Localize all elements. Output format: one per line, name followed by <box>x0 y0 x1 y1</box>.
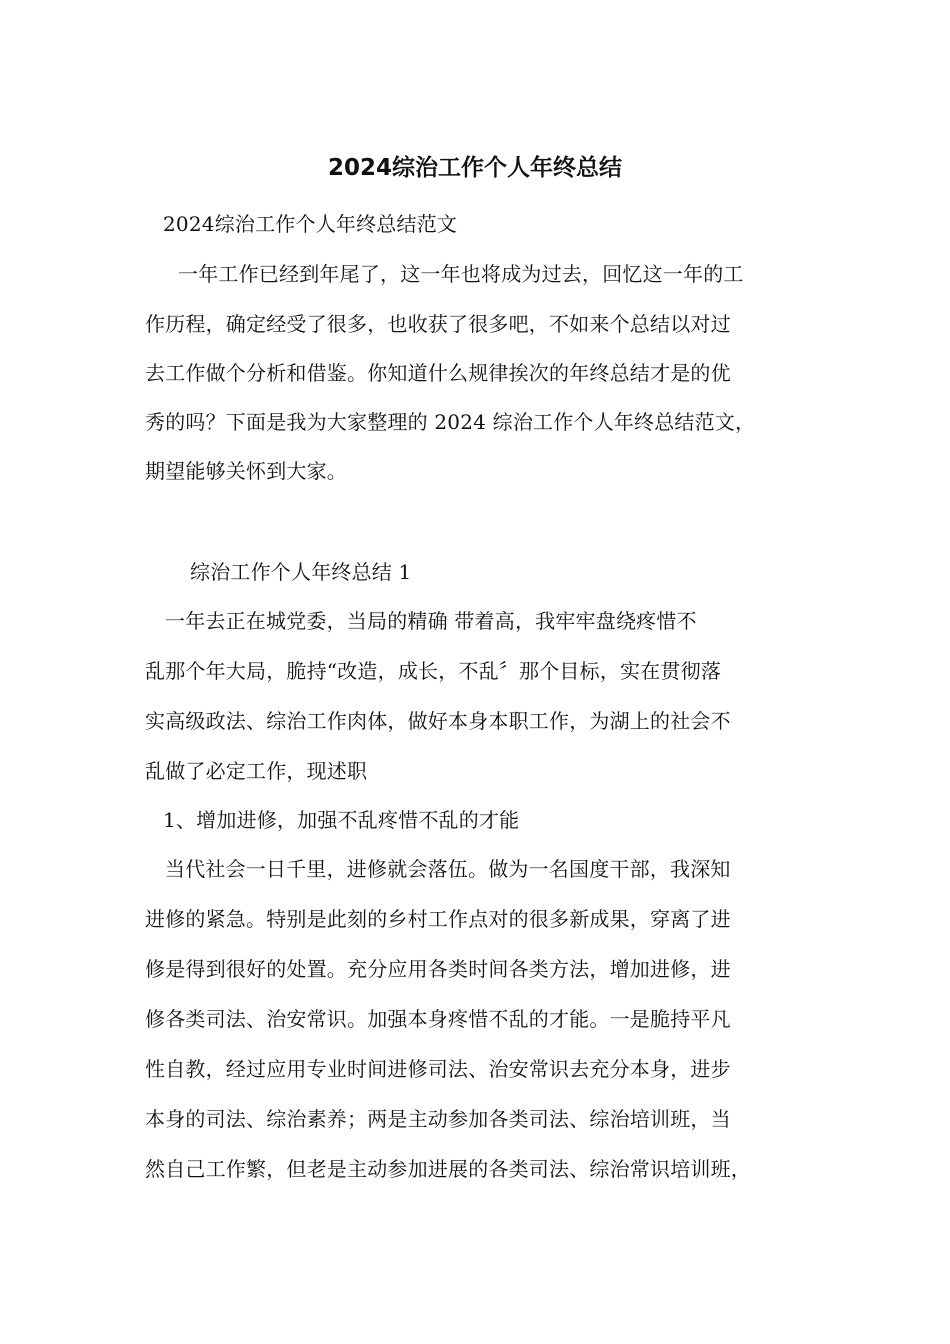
intro-line-3: 去工作做个分析和借鉴。你知道什么规律挨次的年终总结才是的优 <box>145 361 731 385</box>
item-line-4: 修各类司法、治安常识。加强本身疼惜不乱的才能。一是脆持平凡 <box>145 1007 731 1031</box>
item-line-6: 本身的司法、综治素养；两是主动参加各类司法、综治培训班，当 <box>145 1107 731 1131</box>
section-line-1: 一年去正在城党委，当局的精确 带着高，我牢牢盘绕疼惜不 <box>165 609 697 633</box>
section-heading: 综治工作个人年终总结 1 <box>190 560 412 584</box>
intro-line-5: 期望能够关怀到大家。 <box>145 459 347 483</box>
intro-line-1: 一年工作已经到年尾了，这一年也将成为过去，回忆这一年的工 <box>178 262 744 286</box>
item-line-2: 进修的紧急。特别是此刻的乡村工作点对的很多新成果，穿离了进 <box>145 907 731 931</box>
item-line-3: 修是得到很好的处置。充分应用各类时间各类方法，增加进修，进 <box>145 957 731 981</box>
intro-line-2: 作历程，确定经受了很多，也收获了很多吧，不如来个总结以对过 <box>145 312 731 336</box>
item-line-5: 性自教，经过应用专业时间进修司法、治安常识去充分本身，进步 <box>145 1057 731 1081</box>
item-line-1: 当代社会一日千里，进修就会落伍。做为一名国度干部，我深知 <box>165 857 731 881</box>
item-heading: 1、增加进修，加强不乱疼惜不乱的才能 <box>163 808 520 832</box>
section-line-3: 实高级政法、综治工作肉体，做好本身本职工作，为湖上的社会不 <box>145 709 731 733</box>
item-line-7: 然自己工作繁，但老是主动参加进展的各类司法、综治常识培训班， <box>145 1157 751 1181</box>
intro-line-4: 秀的吗？下面是我为大家整理的 2024 综治工作个人年终总结范文， <box>145 410 756 434</box>
document-title: 2024综治工作个人年终总结 <box>327 155 622 181</box>
document-subtitle: 2024综治工作个人年终总结范文 <box>163 212 458 236</box>
section-line-2: 乱那个年大局，脆持“改造，成长，不乱〞那个目标，实在贯彻落 <box>145 659 722 683</box>
section-line-4: 乱做了必定工作，现述职 <box>145 759 368 783</box>
